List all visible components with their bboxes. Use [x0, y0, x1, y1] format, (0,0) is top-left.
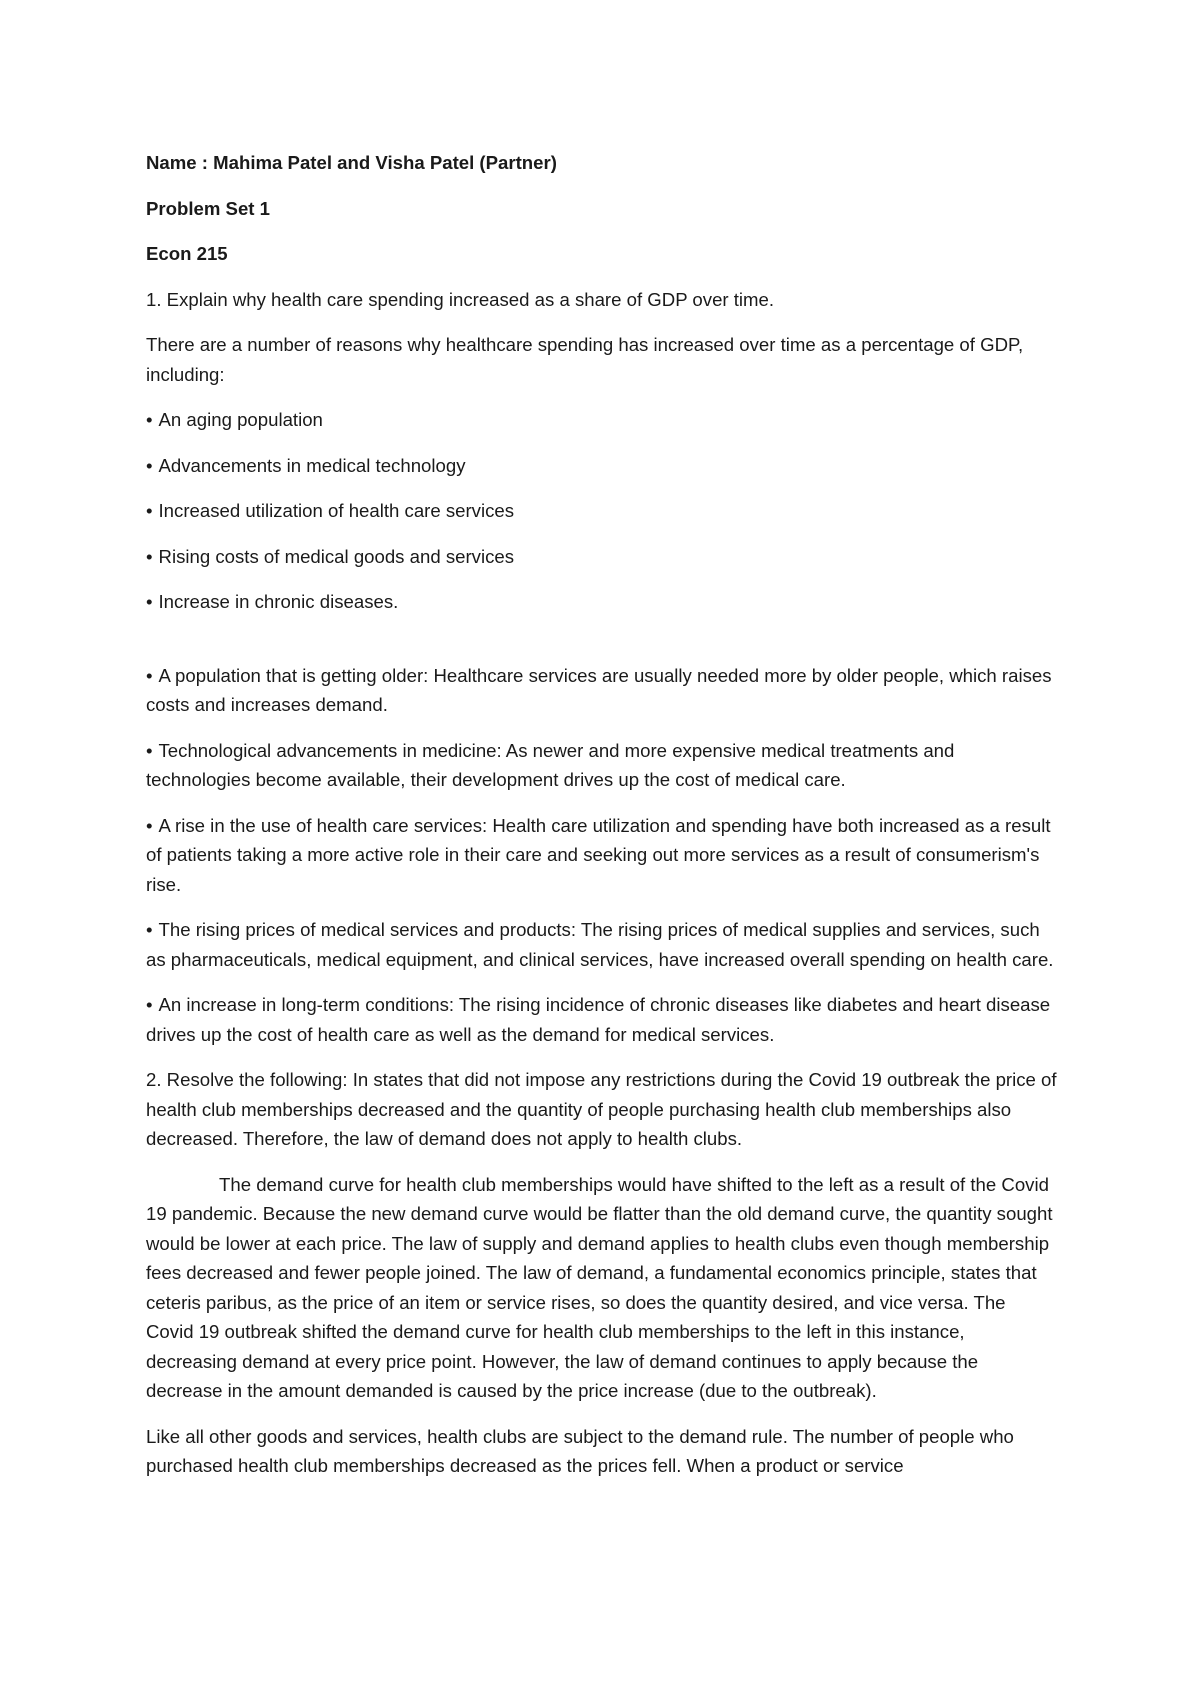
summary-bullet	[146, 451, 1058, 481]
bullet-icon: •	[146, 409, 153, 430]
bullet-text: Increased utilization of health care services	[158, 500, 515, 521]
explanation-text: The rising prices of medical services and products: The rising prices of medical supplies and services, such as pharmaceuticals, medical equipment, and clinical services, have increased overall spending on health care.	[146, 919, 1054, 970]
bullet-text: Rising costs of medical goods and services	[158, 545, 515, 567]
bullet-icon: •	[146, 664, 153, 686]
bullet-text: Increase in chronic diseases.	[158, 591, 399, 612]
bullet-icon: •	[146, 500, 153, 521]
course-label: Econ 215	[146, 243, 228, 264]
problem-set-title: Problem Set 1	[146, 197, 271, 219]
bullet-icon: •	[146, 454, 153, 476]
summary-bullet	[146, 405, 1058, 435]
bullet-icon: •	[146, 994, 153, 1015]
explanation-bullet	[146, 736, 1058, 795]
bullet-text: Advancements in medical technology	[158, 454, 466, 476]
summary-bullet	[146, 496, 1058, 526]
document-body	[146, 148, 1058, 1497]
explanation-bullet	[146, 915, 1058, 974]
explanation-bullet	[146, 811, 1058, 900]
explanation-bullet	[146, 661, 1058, 720]
question-1-intro: There are a number of reasons why healthcare spending has increased over time as a percentage of GDP, including:	[146, 334, 1024, 385]
bullet-icon: •	[146, 814, 153, 836]
name-line: Name : Mahima Patel and Visha Patel (Partner)	[146, 152, 557, 173]
explanation-text: A population that is getting older: Healthcare services are usually needed more by older people, which raises costs and increases demand.	[146, 664, 1052, 715]
bullet-text: An aging population	[158, 409, 323, 430]
bullet-icon: •	[146, 739, 153, 761]
explanation-text: An increase in long-term conditions: The rising incidence of chronic diseases like diabetes and heart disease drives up the cost of health care as well as the demand for medical services.	[146, 994, 1051, 1045]
paragraph-gap	[146, 633, 1058, 661]
bullet-icon: •	[146, 591, 153, 612]
explanation-bullet	[146, 990, 1058, 1049]
question-2-prompt: 2. Resolve the following: In states that did not impose any restrictions during the Covid 19 outbreak the price of health club memberships decreased and the quantity of people purchasing health club memberships also decreased. Therefore, the law of demand does not apply to health clubs.	[146, 1069, 1057, 1149]
bullet-icon: •	[146, 919, 153, 940]
explanation-text: Technological advancements in medicine: As newer and more expensive medical treatments and technologies become available, their development drives up the cost of medical care.	[146, 739, 955, 790]
explanation-text: A rise in the use of health care services: Health care utilization and spending have both increased as a result of patients taking a more active role in their care and seeking out more services as a result of consumerism's rise.	[146, 814, 1051, 895]
question-2-closing: Like all other goods and services, health clubs are subject to the demand rule. The number of people who purchased health club memberships decreased as the prices fell. When a product or service	[146, 1425, 1014, 1476]
question-1-prompt: 1. Explain why health care spending increased as a share of GDP over time.	[146, 288, 775, 310]
summary-bullet	[146, 542, 1058, 572]
bullet-icon: •	[146, 545, 153, 567]
summary-bullet	[146, 587, 1058, 617]
question-2-answer: The demand curve for health club memberships would have shifted to the left as a result of the Covid 19 pandemic. Because the new demand curve would be flatter than the old demand curve, the quantity sought would be lower at each price. The law of supply and demand applies to health clubs even though membership fees decreased and fewer people joined. The law of demand, a fundamental economics principle, states that ceteris paribus, as the price of an item or service rises, so does the quantity desired, and vice versa. The Covid 19 outbreak shifted the demand curve for health club memberships to the left in this instance, decreasing demand at every price point. However, the law of demand continues to apply because the decrease in the amount demanded is caused by the price increase (due to the outbreak).	[146, 1173, 1053, 1401]
